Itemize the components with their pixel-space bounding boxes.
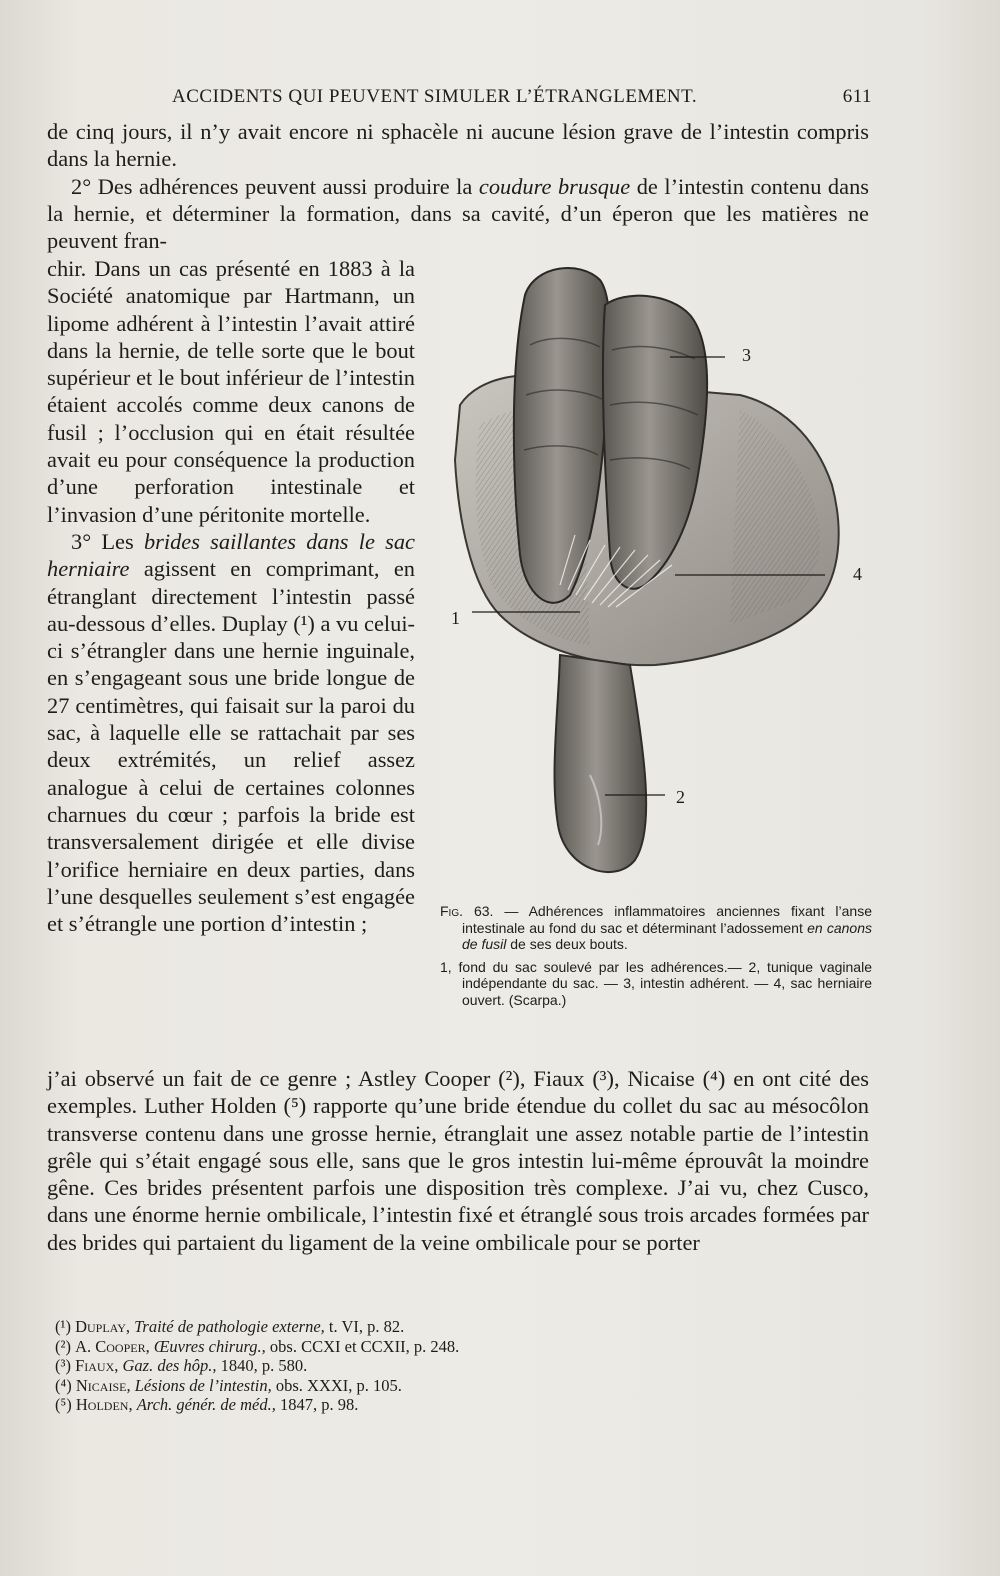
figure-caption [440,903,872,1014]
emphasis-brides: brides saillantes dans le sac herniaire [47,528,415,582]
footnote-5: (⁵) Holden, Arch. génér. de méd., 1847, p. 98. [55,1395,359,1414]
paragraph-2-continued: chir. Dans un cas présenté en 1883 à la Société anatomique par Hartmann, un lipome adhérent à l’intestin l’avait attiré dans la hernie, de telle sorte que le bout supérieur et le bout inférieur de l’intestin étaient accolés comme deux canons de fusil ; l’occlusion qui en était résultée avait eu pour conséquence la production d’une perforation intestinale et l’invasion d’une péritonite mortelle. [47,256,415,527]
figure-label-2: 2 [676,787,685,807]
hernia-engraving-illustration [440,255,880,895]
footnote-2: (²) A. Cooper, Œuvres chirurg., obs. CCXI et CCXII, p. 248. [55,1336,460,1356]
figure-63 [440,255,880,895]
figure-label-3: 3 [742,345,751,365]
body-text-bottom [47,1065,869,1256]
figure-label-4: 4 [853,564,862,584]
footnote-1: (¹) Duplay, Traité de pathologie externe, t. VI, p. 82. [55,1317,405,1336]
paragraph-3: 3° Les brides saillantes dans le sac herniaire agissent en comprimant, en étranglant directement l’intestin passé au-dessous d’elles. Duplay (¹) a vu celui-ci s’étrangler dans une hernie inguinale, en s’engageant sous une bride longue de 27 centimètres, qui faisait sur la paroi du sac, à laquelle elle se rattachait par ses deux extrémités, un relief assez analogue à celui de certaines colonnes charnues du cœur ; parfois la bride est transversalement dirigée et elle divise l’orifice herniaire en deux parties, dans l’une desquelles seulement s’est engagée et s’étrangle une portion d’intestin ; [47,528,415,937]
paragraph-2-start: 2° Des adhérences peuvent aussi produire la coudure brusque de l’intestin contenu dans la hernie, et déterminer la formation, dans sa cavité, d’un éperon que les matières ne peuvent fran- [47,173,869,254]
running-title: ACCIDENTS QUI PEUVENT SIMULER L’ÉTRANGLEMENT. [172,86,698,107]
paragraph-1: de cinq jours, il n’y avait encore ni sphacèle ni aucune lésion grave de l’intestin compris dans la hernie. [47,119,869,172]
footnote-3: (³) Fiaux, Gaz. des hôp., 1840, p. 580. [55,1356,308,1375]
caption-figure-number: Fig. 63. [440,903,494,919]
footnotes [55,1317,875,1415]
paragraph-3-continued: j’ai observé un fait de ce genre ; Astley Cooper (²), Fiaux (³), Nicaise (⁴) en ont cité des exemples. Luther Holden (⁵) rapporte qu’une bride étendue du collet du sac au mésocôlon transverse contenu dans une grosse hernie, étranglait une assez notable partie de l’intestin grêle qui s’était engagé sous elle, sans que le gros intestin lui-même éprouvât la moindre gêne. Ces brides présentent parfois une disposition très complexe. J’ai vu, chez Cusco, dans une énorme hernie ombilicale, l’intestin fixé et étranglé sous trois arcades formées par des brides qui partaient du ligament de la veine ombilicale pour se porter [47,1066,869,1255]
emphasis-coudure: coudure brusque [478,173,631,199]
figure-label-1: 1 [451,608,460,628]
caption-main: Fig. 63. — Adhérences inflammatoires anciennes fixant l’anse intestinale au fond du sac et déterminant l’adossement en canons de fusil de ses deux bouts. [440,903,873,952]
body-text-narrow-column [47,255,415,937]
footnote-4: (⁴) Nicaise, Lésions de l’intestin, obs. XXXI, p. 105. [55,1375,402,1395]
body-text-top [47,118,869,254]
caption-legend: 1, fond du sac soulevé par les adhérences.— 2, tunique vaginale indépendante du sac. — 3, intestin adhérent. — 4, sac herniaire ouvert. (Scarpa.) [440,958,872,1008]
page-number: 611 [842,86,872,107]
